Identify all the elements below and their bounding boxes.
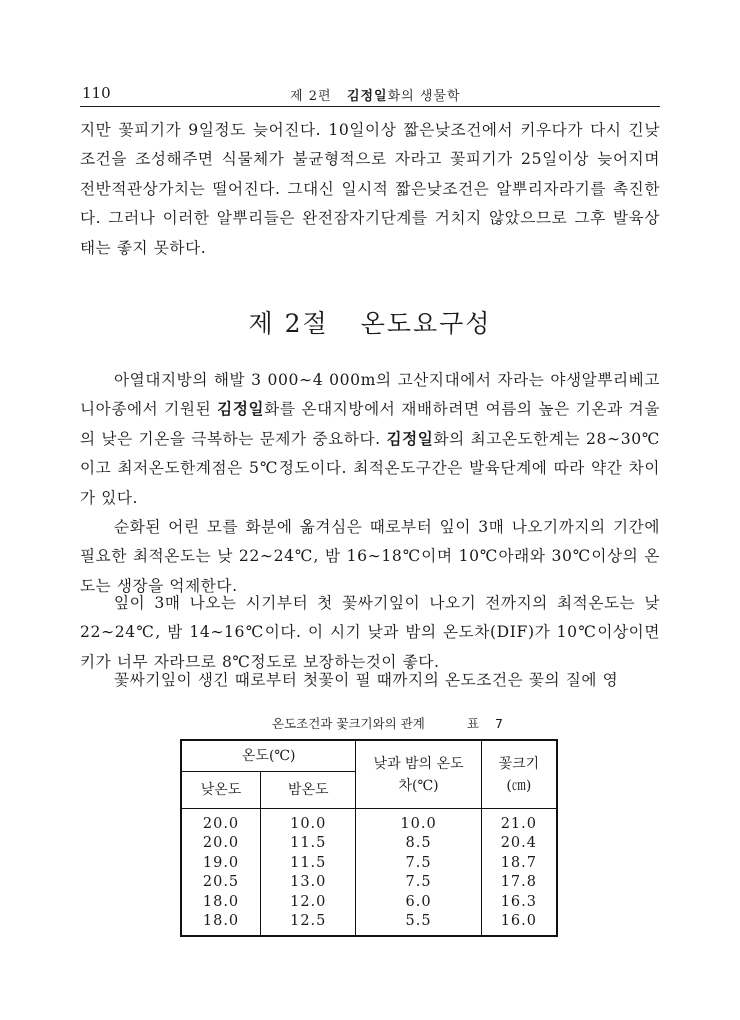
paragraph-1-bold-a: 김정일 xyxy=(217,400,265,419)
day-temp-cell: 20.0 xyxy=(181,809,261,835)
night-temp-cell: 13.0 xyxy=(261,873,356,892)
dif-cell: 6.0 xyxy=(356,893,481,912)
day-temp-cell: 19.0 xyxy=(181,854,261,873)
dif-cell: 7.5 xyxy=(356,854,481,873)
header-day-temperature: 낮온도 xyxy=(181,772,261,809)
table-row xyxy=(181,873,557,892)
section-number: 제 2절 xyxy=(248,309,329,338)
paragraph-1-text-a: 아열대지방의 해발 3 000∼4 000m의 고산지대에서 자라는 야생알뿌리베고니아종에서 기원된 xyxy=(80,371,660,419)
night-temp-cell: 11.5 xyxy=(261,854,356,873)
night-temp-cell: 11.5 xyxy=(261,834,356,853)
header-day-night-difference: 낮과 밤의 온도차(℃) xyxy=(356,740,481,809)
paragraph-1 xyxy=(80,366,660,513)
paragraph-3: 잎이 3매 나오는 시기부터 첫 꽃싸기잎이 나오기 전까지의 최적온도는 낮 22∼24℃, 밤 14∼16℃이다. 이 시기 낮과 밤의 온도차(DIF)가 10℃이상이면 키가 너무 자라므로 8℃정도로 보장하는것이 좋다. xyxy=(80,594,660,671)
book-name-bold: 김정일 xyxy=(346,89,388,104)
paragraph-1-text-b: 화를 온대지방에서 재배하려면 여름의 높은 기온과 겨울의 낮은 기온을 극복하는 문제가 중요하다. xyxy=(80,400,660,448)
header-flower-size: 꽃크기 (㎝) xyxy=(481,740,557,809)
table-row xyxy=(181,893,557,912)
flower-size-cell: 20.4 xyxy=(481,834,557,853)
table-row xyxy=(181,854,557,873)
night-temp-cell: 12.0 xyxy=(261,893,356,912)
day-temp-cell: 20.0 xyxy=(181,834,261,853)
table-row xyxy=(181,809,557,835)
table-row xyxy=(181,834,557,853)
table-row xyxy=(181,912,557,936)
running-header xyxy=(80,82,660,107)
intro-paragraph: 지만 꽃피기가 9일정도 늦어진다. 10일이상 짧은낮조건에서 키우다가 다시 긴낮조건을 조성해주면 식물체가 불균형적으로 자라고 꽃피기가 25일이상 늦어지며 전반적관상가치는 떨어진다. 그대신 일시적 짧은낮조건은 알뿌리자라기를 촉진한다. 그러나 이러한 알뿌리들은 완전잠자기단계를 거치지 않았으므로 그후 발육상태는 좋지 못하다. xyxy=(80,121,660,257)
flower-size-cell: 16.3 xyxy=(481,893,557,912)
paragraph-2: 순화된 어린 모를 화분에 옮겨심은 때로부터 잎이 3매 나오기까지의 기간에 필요한 최적온도는 낮 22∼24℃, 밤 16∼18℃이며 10℃아래와 30℃이상의 온도는 생장을 억제한다. xyxy=(80,518,660,595)
dif-cell: 8.5 xyxy=(356,834,481,853)
temperature-flower-size-table xyxy=(180,739,558,937)
flower-size-cell: 21.0 xyxy=(481,809,557,835)
part-label: 제 2편 xyxy=(290,89,332,104)
running-title xyxy=(290,85,461,104)
page-number: 110 xyxy=(82,84,111,102)
flower-size-cell: 17.8 xyxy=(481,873,557,892)
paragraph-4: 꽃싸기잎이 생긴 때로부터 첫꽃이 필 때까지의 온도조건은 꽃의 질에 영 xyxy=(114,671,619,689)
header-night-temperature: 밤온도 xyxy=(261,772,356,809)
day-temp-cell: 20.5 xyxy=(181,873,261,892)
night-temp-cell: 12.5 xyxy=(261,912,356,936)
day-temp-cell: 18.0 xyxy=(181,912,261,936)
dif-cell: 5.5 xyxy=(356,912,481,936)
night-temp-cell: 10.0 xyxy=(261,809,356,835)
header-temperature: 온도(℃) xyxy=(181,740,356,772)
flower-size-cell: 16.0 xyxy=(481,912,557,936)
day-temp-cell: 18.0 xyxy=(181,893,261,912)
paragraph-1-text-c: 화의 최고온도한계는 28∼30℃이고 최저온도한계점은 5℃정도이다. 최적온도구간은 발육단계에 따라 약간 차이가 있다. xyxy=(80,429,660,507)
dif-cell: 10.0 xyxy=(356,809,481,835)
table-caption-title: 온도조건과 꽃크기와의 관계 xyxy=(272,716,425,731)
section-heading: 온도요구성 xyxy=(360,309,492,338)
paragraph-1-bold-b: 김정일 xyxy=(386,429,434,448)
flower-size-cell: 18.7 xyxy=(481,854,557,873)
book-name-suffix: 화의 생물학 xyxy=(387,89,461,104)
section-title xyxy=(0,304,740,340)
dif-cell: 7.5 xyxy=(356,873,481,892)
table-number: 표 7 xyxy=(467,716,510,731)
